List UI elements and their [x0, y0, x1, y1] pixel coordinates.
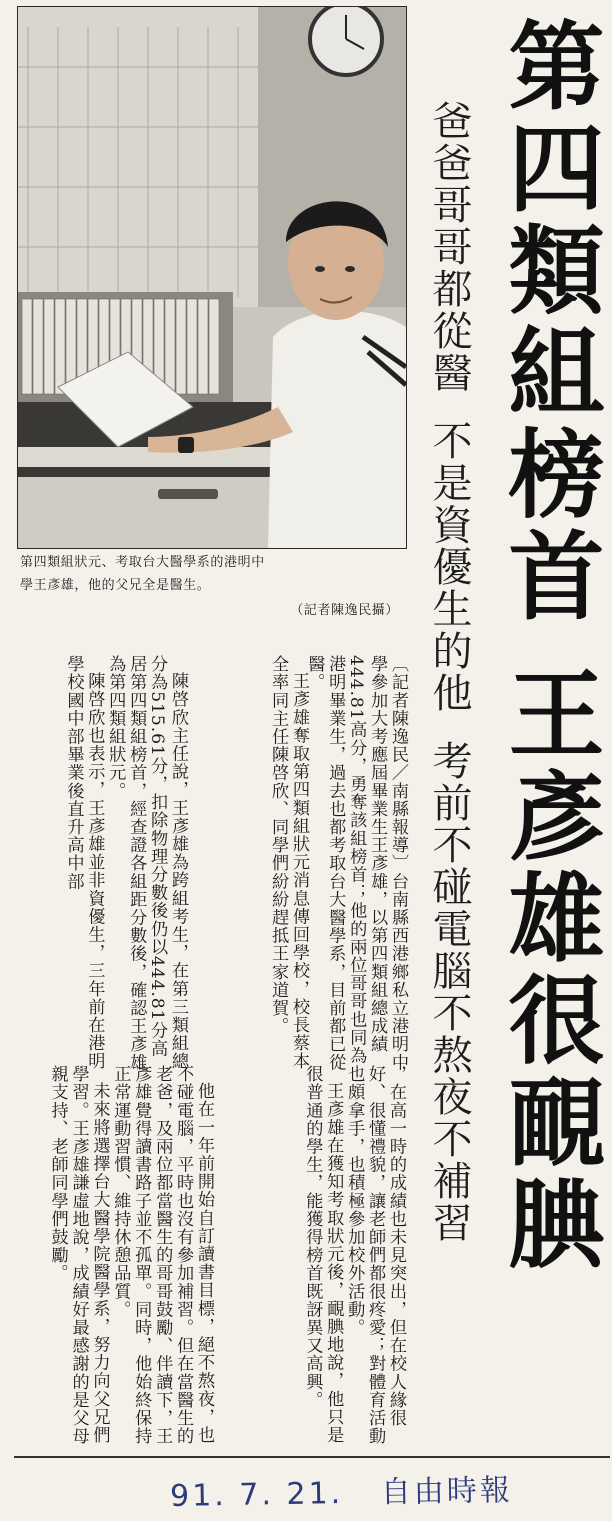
headline-part-1: 第四類組榜首: [493, 16, 605, 628]
footer-divider: [14, 1456, 610, 1458]
article-paragraph-4: [220, 1065, 406, 1455]
article-text: 王彥雄奪取第四類組狀元消息傳回學校，校長蔡本全率同主任陳啓欣、同學們紛紛趕抵王家道賀。: [268, 655, 309, 1071]
clock-icon: [310, 7, 382, 75]
article-paragraph-1: [304, 655, 408, 1075]
headline: [490, 16, 608, 1456]
caption-line-2: 學王彥雄，他的父兄全是醫生。: [20, 578, 211, 593]
caption-line-1: 第四類組狀元、考取台大醫學系的港明中: [20, 555, 265, 570]
subheadline: [410, 100, 484, 1380]
clipping-source: 自由時報: [380, 1473, 514, 1511]
article-paragraph-5: [20, 1065, 214, 1455]
article-text: 陳啓欣也表示，王彥雄並非資優生，三年前在港明學校國中部畢業後直升高中部: [63, 655, 105, 1071]
student-photo: [17, 6, 407, 549]
clipping-date: 91. 7. 21.: [169, 1475, 344, 1514]
article-text: 〔記者陳逸民／南縣報導〕台南縣西港鄉私立港明中學參加大考應屆畢業生王彥雄，以第四類組總成績444.81高分，勇奪該組榜首；他的兩位哥哥也同為港明畢業生，過去也都考取台大醫學系，目前都已從醫。: [304, 655, 408, 1072]
photo-caption: [20, 551, 405, 618]
article-text: 陳啓欣主任說，王彥雄為跨組考生，在第三類組總分為515.61分，扣除物理分數後仍以444.81分高居第四類組榜首，經查證各組距分數後，確認王彥雄為第四類組狀元。: [105, 655, 188, 1072]
subheadline-part-2: 不是資優生的他: [426, 420, 472, 714]
article-text: 他在一年前開始自訂讀書目標，絕不熬夜，也不碰電腦，平時也沒有參加補習。但在當醫生的老爸，及兩位都當醫生的哥哥鼓勵、伴讀下，王彥雄覺得讀書路子並不孤單。同時，他始終保持正常運動習慣、維持休憩品質。: [110, 1065, 214, 1446]
photo-credit: （記者陳逸民攝）: [290, 603, 399, 618]
subheadline-part-3: 考前不碰電腦不熬夜不補習: [426, 740, 472, 1244]
handwritten-source-note: [170, 1465, 513, 1515]
article-text: ，在高一時的成績也未見突出，但在校人緣很好、很懂禮貌，讓老師們都很疼愛；對體育活動也頗拿手，也積極參加校外活動。: [344, 1065, 406, 1446]
article-text: 未來將選擇台大醫學院醫學系，努力向父兄們學習。王彥雄謙虛地說，成績好最感謝的是父母親支持、老師同學們鼓勵。: [47, 1065, 110, 1446]
article-paragraph-3: [20, 655, 188, 1075]
article-paragraph-2: [193, 655, 309, 1075]
subheadline-part-1: 爸爸哥哥都從醫: [426, 100, 472, 394]
article-text: 王彥雄在獲知考取狀元後，靦腆地說，他只是很普通的學生，能獲得榜首既訝異又高興。: [302, 1065, 344, 1445]
headline-part-2: 王彥雄很靦腆: [493, 664, 605, 1276]
